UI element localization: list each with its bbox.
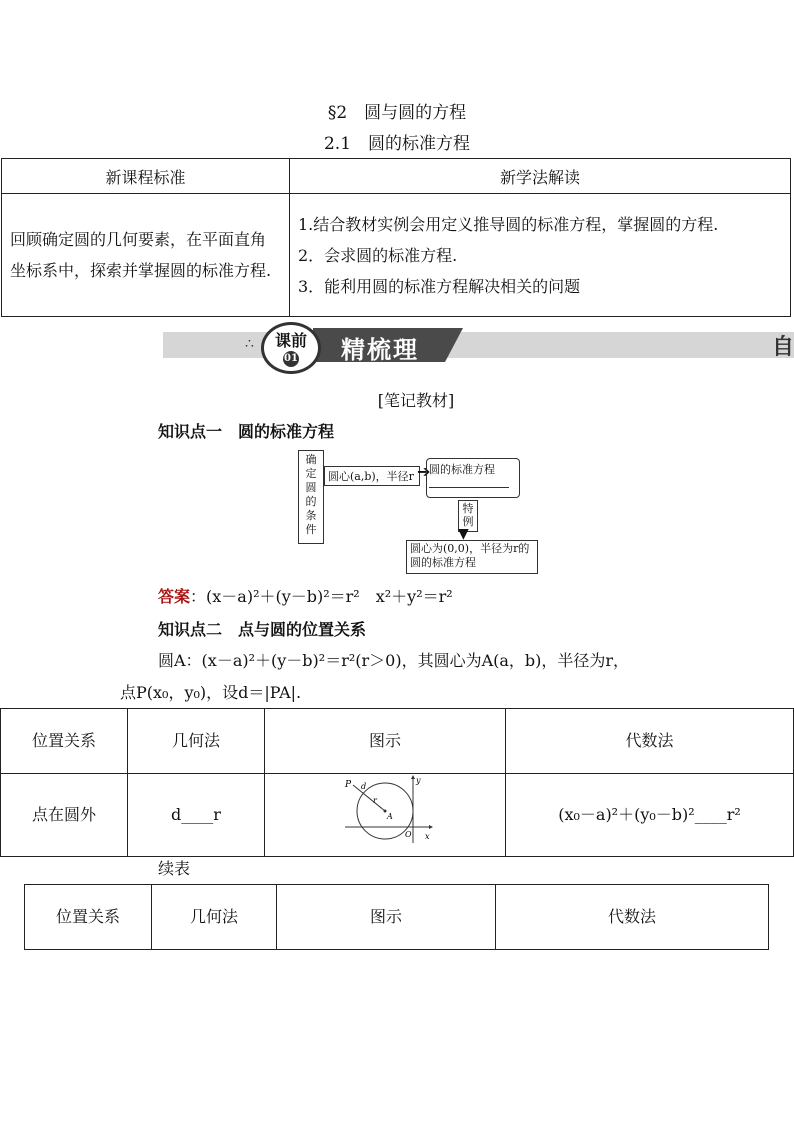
position-table	[0, 708, 794, 857]
right-arrow-icon: ➔	[417, 462, 431, 481]
cont-header-algebra: 代数法	[496, 885, 769, 950]
section-banner	[163, 328, 794, 362]
kp2-heading: 知识点二 点与圆的位置关系	[158, 620, 367, 639]
svg-text:O: O	[405, 830, 412, 839]
header-geometry: 几何法	[128, 709, 265, 774]
kp2-line1: 圆A：(x－a)²＋(y－b)²＝r²(r＞0)，其圆心为A(a，b)，半径为r，	[158, 651, 630, 670]
row-figure	[265, 774, 506, 857]
kp1-heading: 知识点一 圆的标准方程	[158, 422, 335, 441]
standards-item: 2．会求圆的标准方程.	[298, 245, 458, 265]
badge-number: 01	[283, 351, 299, 367]
banner-bar	[163, 332, 794, 358]
diagram-down-arrow: 特例	[458, 500, 478, 532]
standards-header-2: 新学法解读	[290, 159, 791, 194]
header-algebra: 代数法	[506, 709, 794, 774]
svg-text:A: A	[387, 812, 393, 821]
circle-figure	[335, 775, 435, 845]
banner-title: 精梳理	[341, 336, 419, 364]
continued-label: 续表	[158, 859, 191, 878]
diagram-left-box: 确定圆的条件	[298, 450, 324, 544]
standards-text: 回顾确定圆的几何要素，在平面直角坐标系中，探索并掌握圆的标准方程.	[2, 194, 290, 317]
dots-icon: ∴	[245, 336, 254, 352]
svg-text:P: P	[345, 780, 352, 790]
svg-text:y: y	[416, 776, 421, 785]
standards-header-1: 新课程标准	[2, 159, 290, 194]
standards-item: 3．能利用圆的标准方程解决相关的问题	[298, 276, 581, 296]
cont-header-geometry: 几何法	[152, 885, 277, 950]
notes-label: [笔记教材]	[377, 391, 455, 410]
diagram-top-box	[426, 458, 520, 498]
kp2-line2: 点P(x₀，y₀)，设d＝|PA|.	[120, 683, 302, 702]
cont-header-relation: 位置关系	[25, 885, 152, 950]
standards-items	[290, 194, 791, 317]
cont-header-figure: 图示	[277, 885, 496, 950]
kp1-answer	[158, 584, 453, 607]
header-figure: 图示	[265, 709, 506, 774]
row-geometry: d____r	[128, 774, 265, 857]
flow-diagram	[298, 448, 534, 578]
svg-text:r: r	[373, 796, 377, 805]
svg-text:x: x	[425, 832, 430, 841]
answer-label: 答案	[158, 587, 191, 606]
diagram-arrow-label: 圆心(a,b)，半径r	[324, 466, 420, 486]
svg-text:d: d	[361, 782, 367, 791]
banner-edge-text: 自	[771, 334, 794, 360]
blank-line	[429, 487, 509, 488]
continued-table	[24, 884, 769, 950]
standards-item: 1.结合教材实例会用定义推导圆的标准方程，掌握圆的方程.	[298, 214, 719, 234]
row-algebra: (x₀－a)²＋(y₀－b)²____r²	[506, 774, 794, 857]
answer-text: ：(x－a)²＋(y－b)²＝r² x²＋y²＝r²	[190, 587, 453, 606]
down-arrow-icon: ▼	[458, 526, 469, 542]
header-relation: 位置关系	[1, 709, 128, 774]
row-relation: 点在圆外	[1, 774, 128, 857]
banner-badge	[261, 322, 321, 374]
badge-text: 课前	[274, 331, 307, 350]
standards-table	[1, 158, 791, 317]
diagram-top-label: 圆的标准方程	[429, 463, 495, 476]
diagram-bottom-box: 圆心为(0,0)，半径为r的圆的标准方程	[406, 540, 538, 574]
subsection-title: 2.1 圆的标准方程	[323, 134, 471, 154]
section-title: §2 圆与圆的方程	[327, 103, 467, 123]
